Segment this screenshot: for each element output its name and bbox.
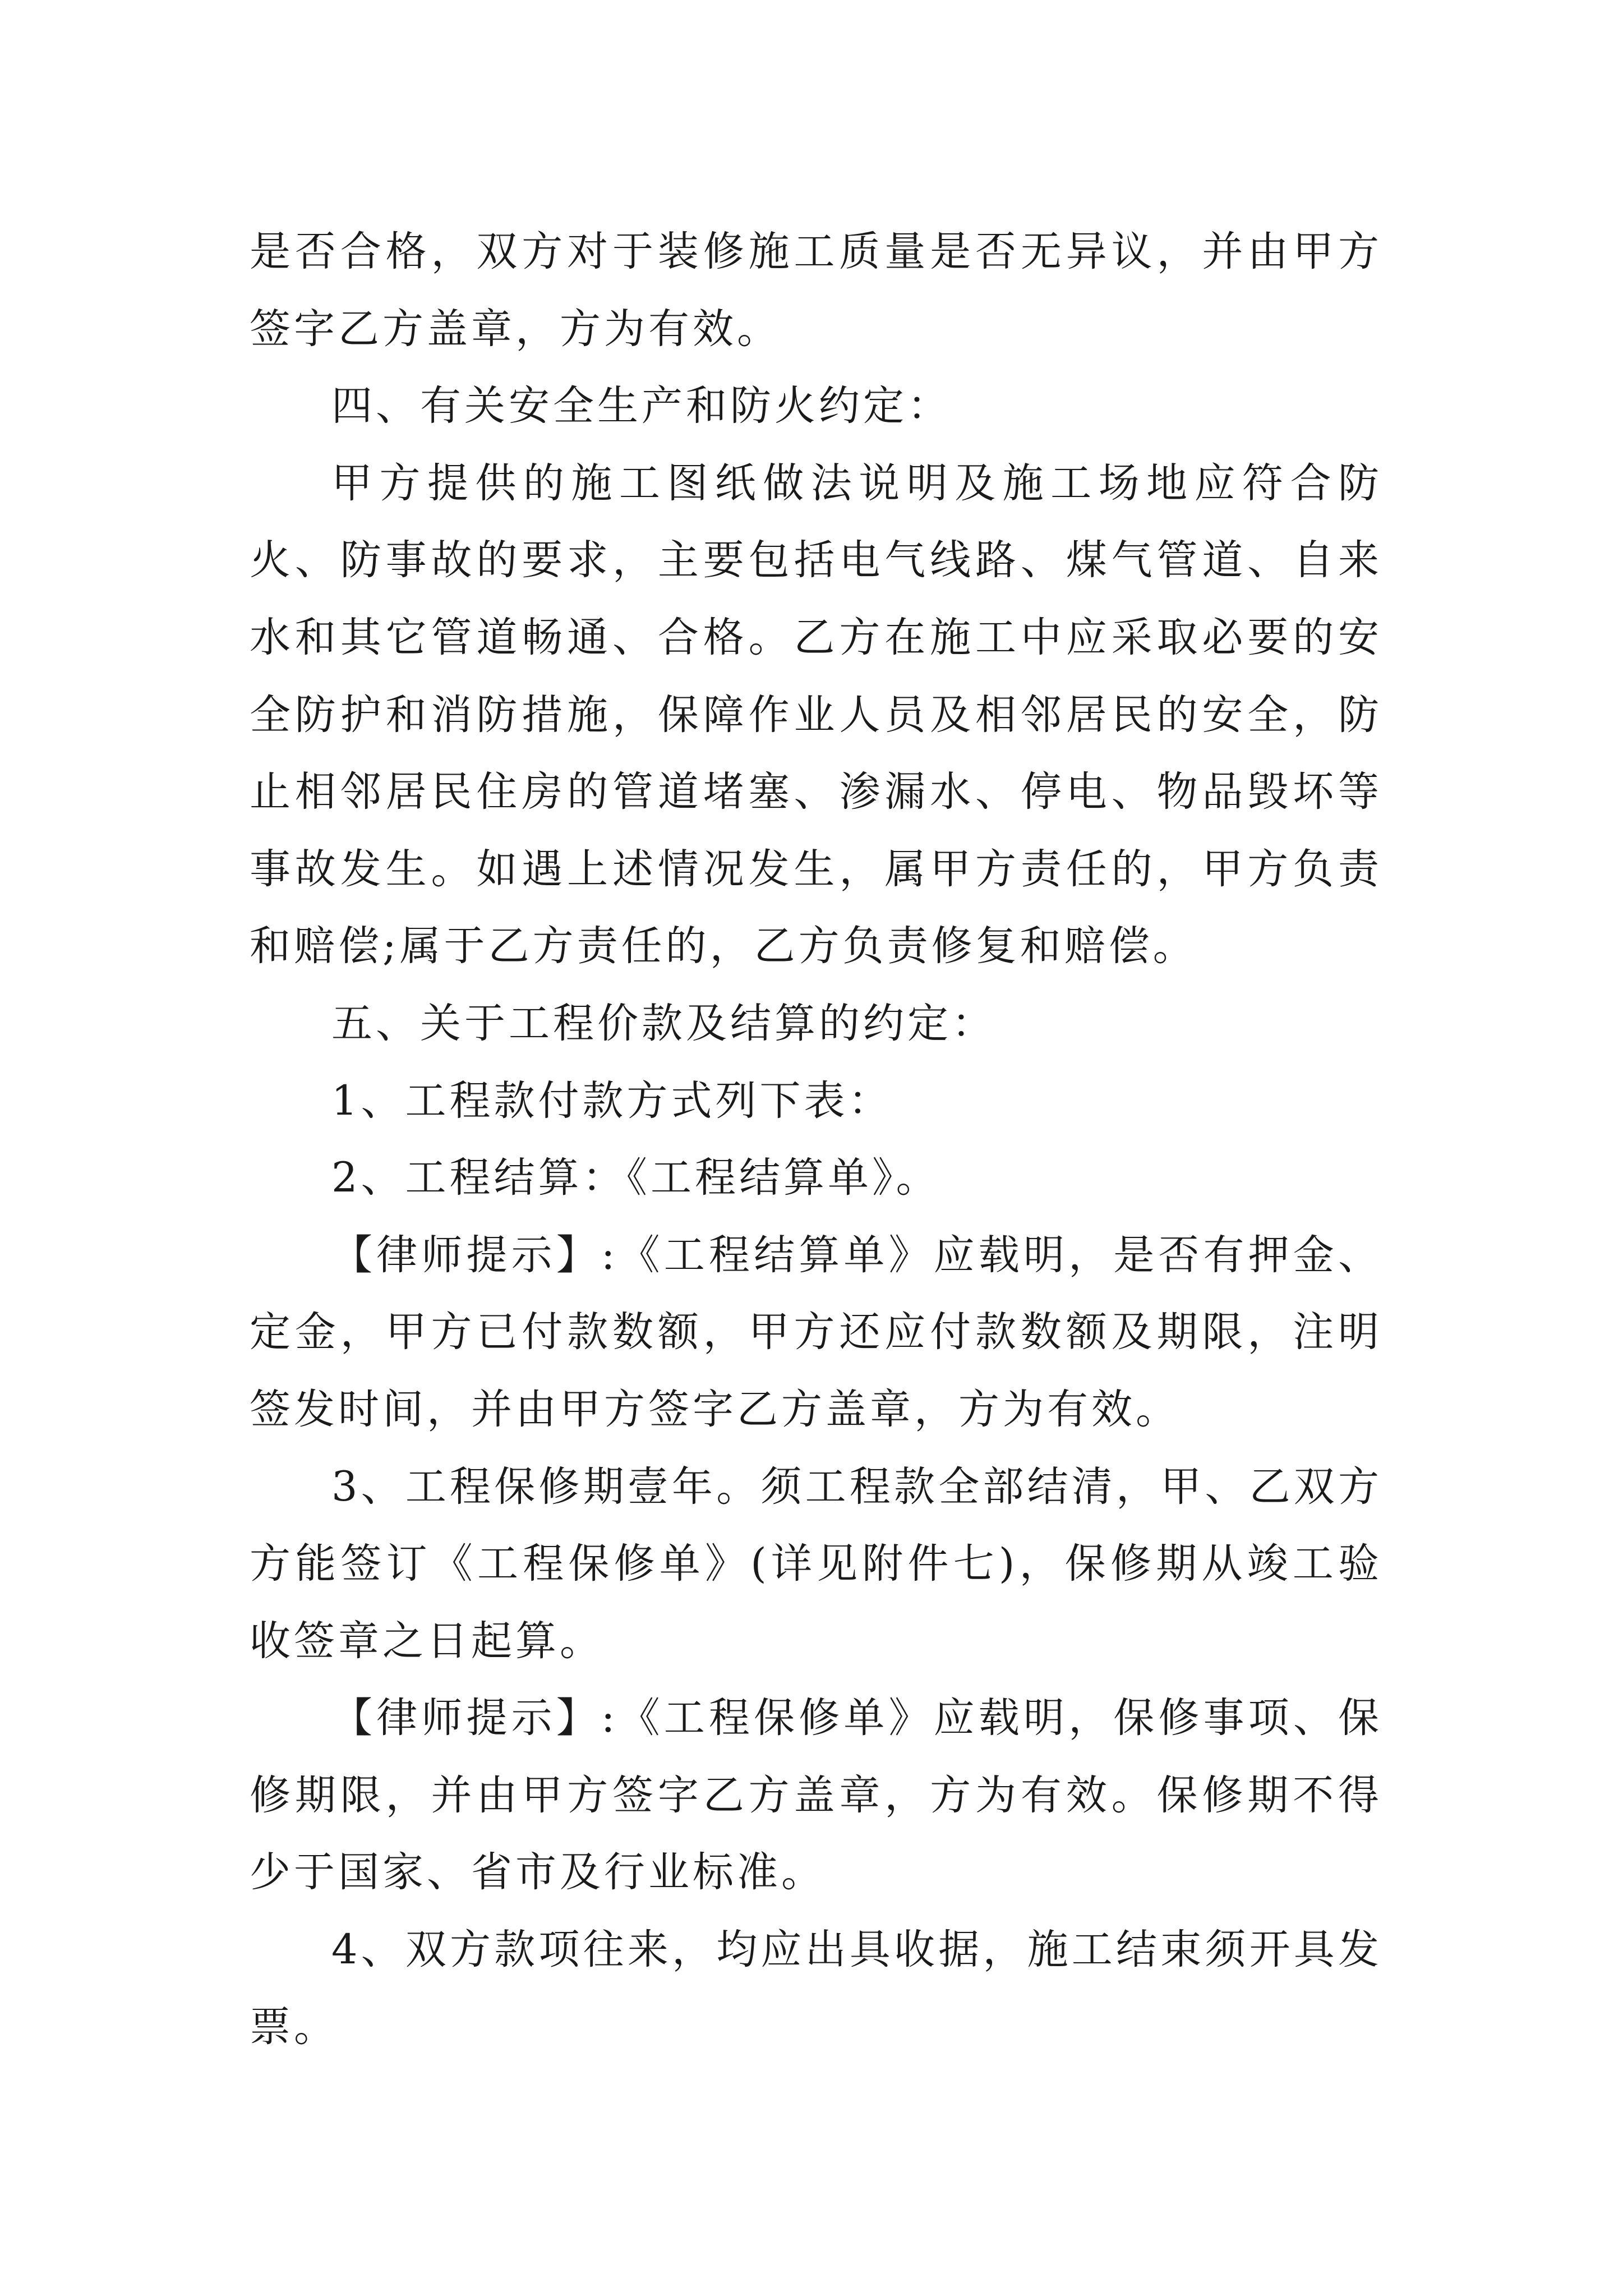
lawyer-tip-warranty: 【律师提示】:《工程保修单》应载明，保修事项、保修期限，并由甲方签字乙方盖章，方为有效。保修期不得少于国家、省市及行业标准。 (250, 1694, 1382, 1897)
lawyer-tip-settlement: 【律师提示】:《工程结算单》应载明，是否有押金、定金，甲方已付款数额，甲方还应付款数额及期限，注明签发时间，并由甲方签字乙方盖章，方为有效。 (250, 1231, 1382, 1433)
clause-warranty: 3、工程保修期壹年。须工程款全部结清，甲、乙双方方能签订《工程保修单》(详见附件七)，保修期从竣工验收签章之日起算。 (250, 1462, 1382, 1665)
paragraph-safety-fire: 甲方提供的施工图纸做法说明及施工场地应符合防火、防事故的要求，主要包括电气线路、煤气管道、自来水和其它管道畅通、合格。乙方在施工中应采取必要的安全防护和消防措施，保障作业人员及相邻居民的安全，防止相邻居民住房的管道堵塞、渗漏水、停电、物品毁坏等事故发生。如遇上述情况发生，属甲方责任的，甲方负责和赔偿;属于乙方责任的，乙方负责修复和赔偿。 (250, 459, 1382, 970)
heading-price-settlement: 五、关于工程价款及结算的约定： (331, 999, 996, 1047)
clause-settlement: 2、工程结算：《工程结算单》。 (331, 1154, 940, 1202)
heading-safety-fire: 四、有关安全生产和防火约定： (331, 382, 952, 430)
clause-payment-method: 1、工程款付款方式列下表： (331, 1076, 893, 1125)
clause-receipts-invoices: 4、双方款项往来，均应出具收据，施工结束须开具发票。 (250, 1926, 1382, 2051)
paragraph-acceptance-end: 是否合格，双方对于装修施工质量是否无异议，并由甲方签字乙方盖章，方为有效。 (250, 228, 1382, 353)
document-body (250, 213, 1382, 2065)
